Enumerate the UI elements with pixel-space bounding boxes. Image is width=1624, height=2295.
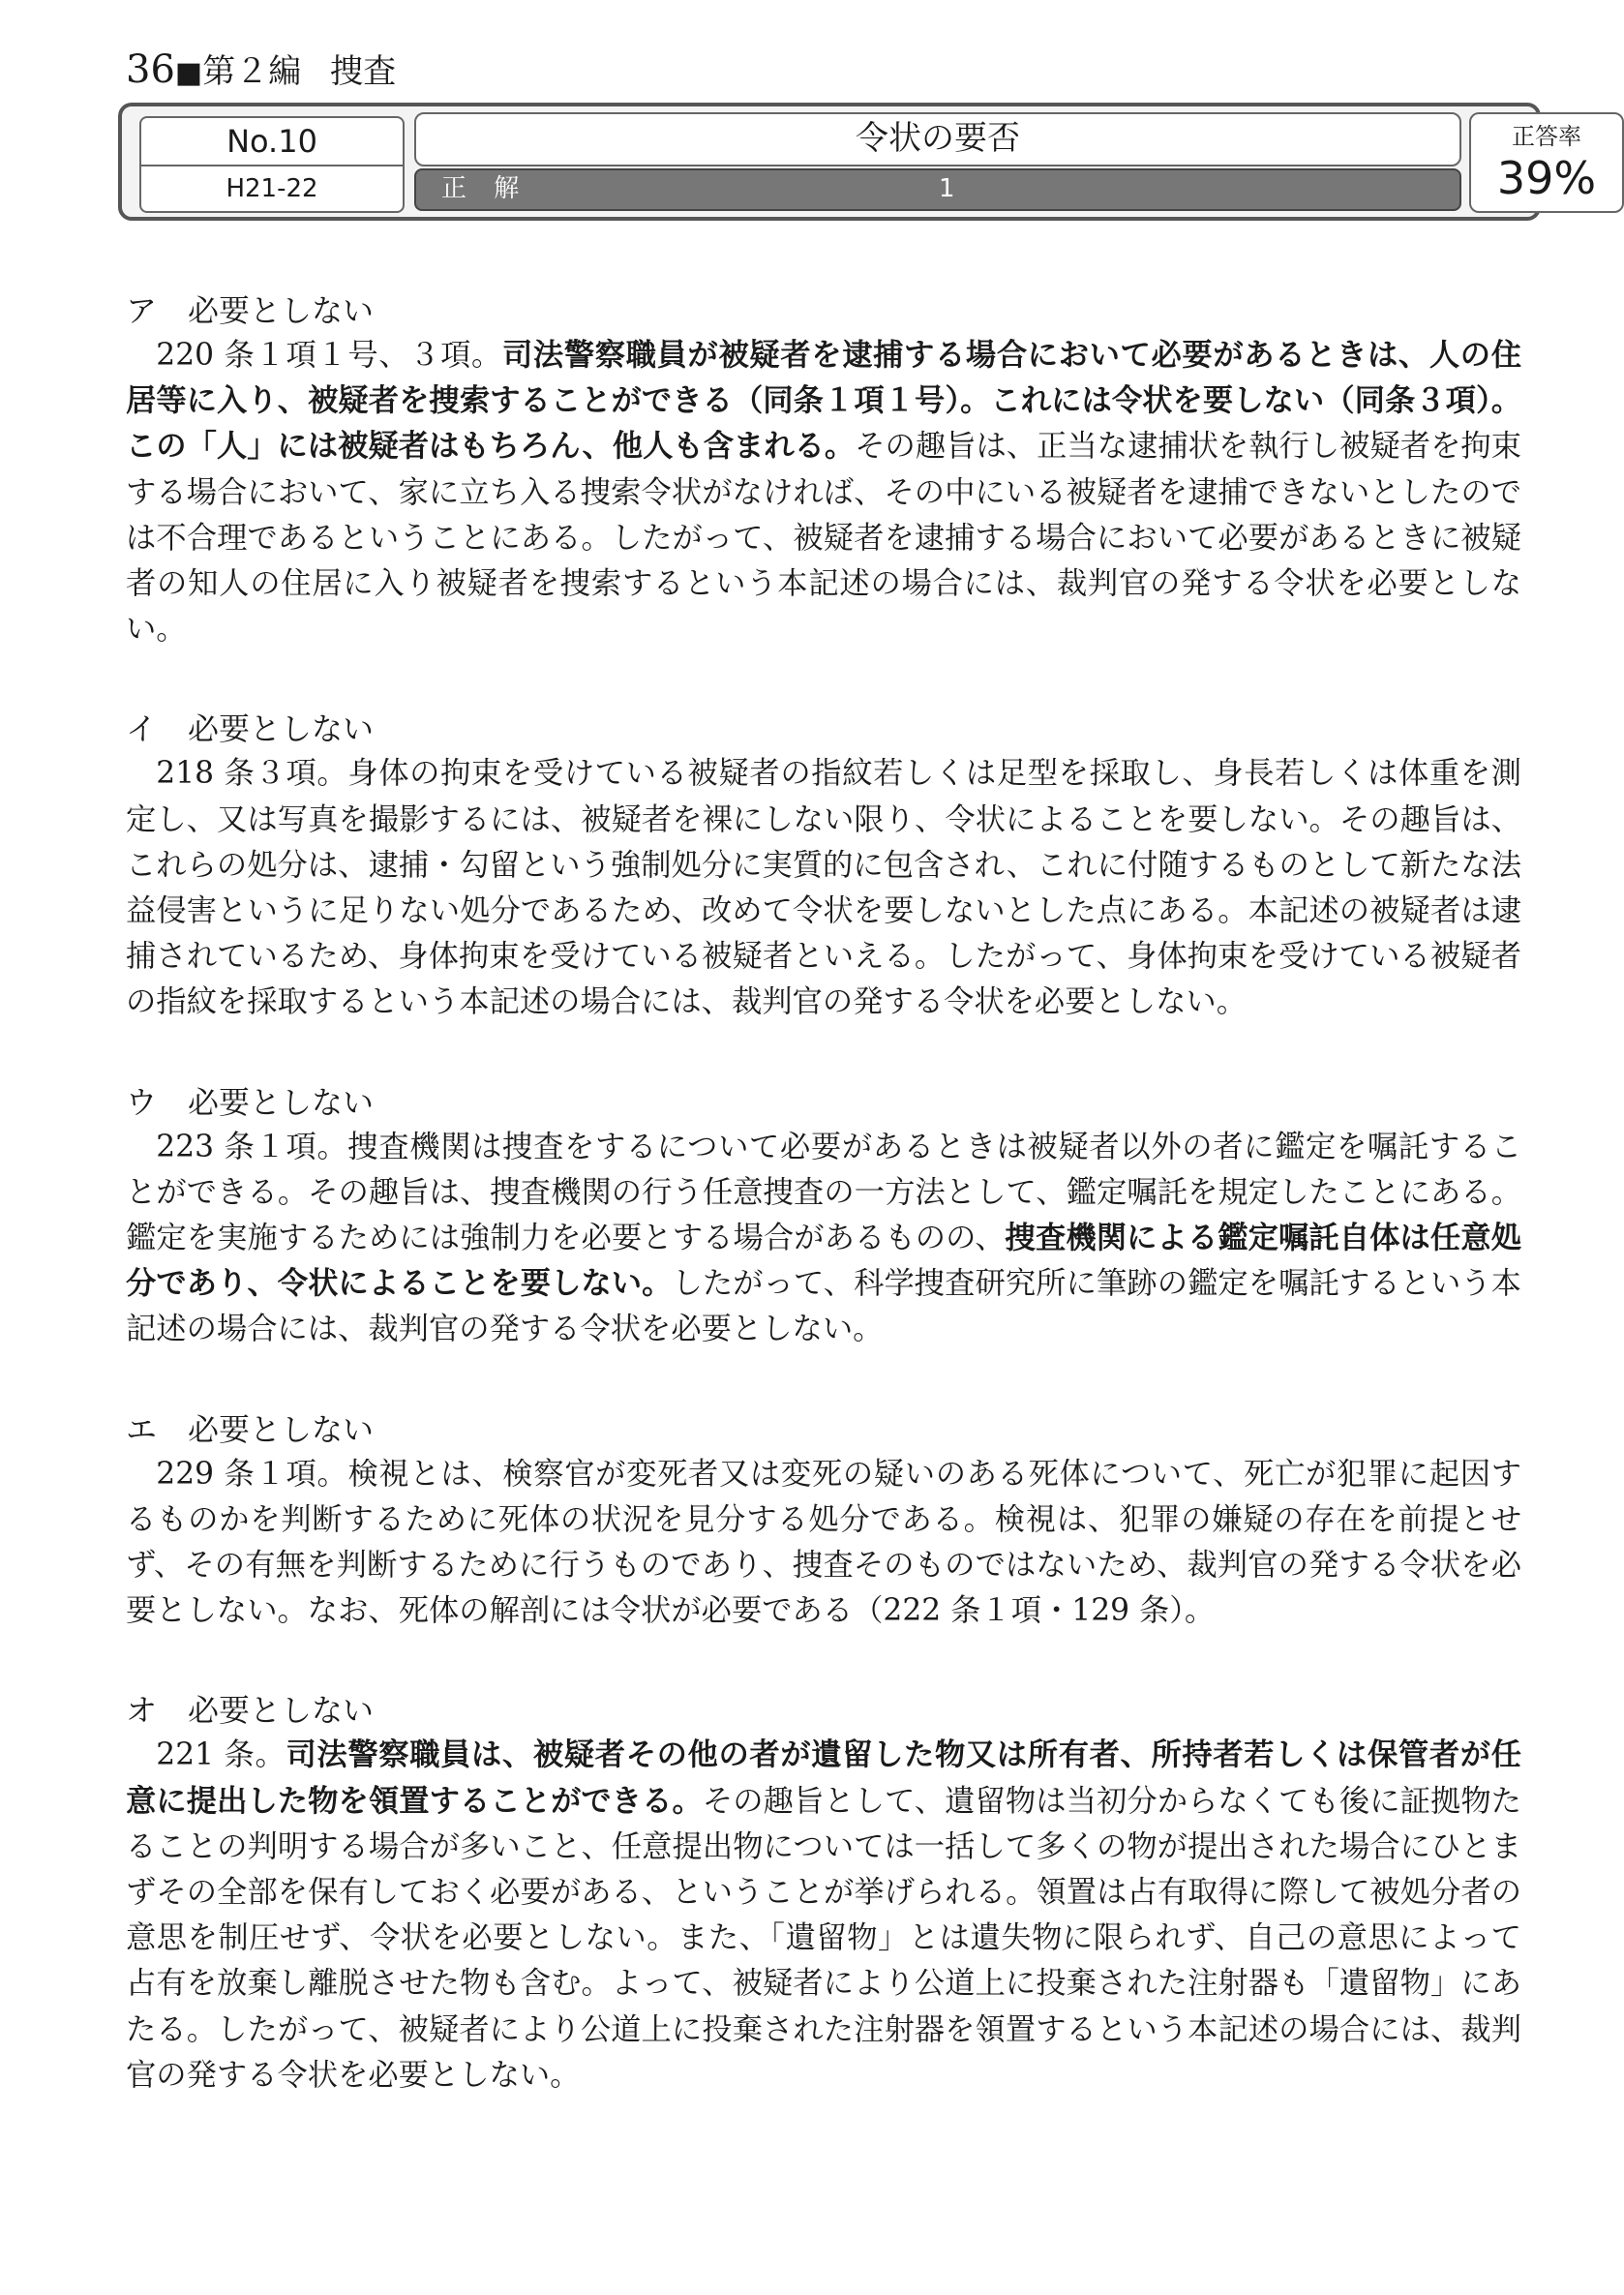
text-run: その趣旨として、遺留物は当初分からなくても後に証拠物たることの判明する場合が多いこと、任意提出物については一括して多くの物が提出された場合にひとまずその全部を保有しておく必要がある、ということが挙げられる。領置は占有取得に際して被処分者の意思を制圧せず、令状を必要としない。また、「遺留物」とは遺失物に限られず、自己の意思によって占有を放棄し離脱させた物も含む。よって、被疑者により公道上に投棄された注射器も「遺留物」にあたる。したがって、被疑者により公道上に投棄された注射器を領置するという本記述の場合には、裁判官の発する令状を必要としない。 [126,1783,1521,2093]
section-text [126,1452,1521,1635]
section-a [126,290,1521,652]
section-e [126,1409,1521,1635]
section-i [126,709,1521,1025]
section-text [126,751,1521,1025]
text-run: 229 条１項。検視とは、検察官が変死者又は変死の疑いのある死体について、死亡が犯罪に起因するものかを判断するために死体の状況を見分する処分である。検視は、犯罪の嫌疑の存在を前提とせず、その有無を判断するために行うものであり、捜査そのものではないため、裁判官の発する令状を必要としない。なお、死体の解剖には令状が必要である（222 条１項・129 条）。 [126,1456,1521,1629]
section-text [126,1125,1521,1353]
section-text [126,333,1521,652]
bold-text-run: 捜査機関による鑑定嘱託自体は任意処分であり、令状によることを要しない。 [126,1221,1521,1302]
section-heading: イ 必要としない [126,710,375,748]
section-text [126,1733,1521,2099]
question-number-cell [139,116,405,213]
section-u [126,1082,1521,1353]
correct-rate-label: 正答率 [1512,123,1581,150]
section-heading: ウ 必要としない [126,1083,375,1121]
page-header [126,47,397,93]
correct-rate-value: 39% [1496,152,1597,204]
text-run: 218 条３項。身体の拘束を受けている被疑者の指紋若しくは足型を採取し、身長若しくは体重を測定し、又は写真を撮影するには、被疑者を裸にしない限り、令状によることを要しない。その趣旨は、これらの処分は、逮捕・勾留という強制処分に実質的に包含され、これに付随するものとして新たな法益侵害というに足りない処分であるため、改めて令状を要しないとした点にある。本記述の被疑者は逮捕されているため、身体拘束を受けている被疑者といえる。したがって、身体拘束を受けている被疑者の指紋を採取するという本記述の場合には、裁判官の発する令状を必要としない。 [126,756,1521,1020]
section-heading: オ 必要としない [126,1692,375,1730]
section-heading: ア 必要としない [126,292,375,329]
square-marker: ■ [174,56,203,90]
answer-value: 1 [939,174,955,203]
section-o [126,1690,1521,2099]
text-run: その趣旨は、正当な逮捕状を執行し被疑者を拘束する場合において、家に立ち入る捜索令状がなければ、その中にいる被疑者を逮捕できないとしたのでは不合理であるということにある。したがって、被疑者を逮捕する場合において必要があるときに被疑者の知人の住居に入り被疑者を捜索するという本記述の場合には、裁判官の発する令状を必要としない。 [126,429,1521,648]
explanation-body [126,290,1521,2155]
bold-text-run: 司法警察職員は、被疑者その他の者が遺留した物又は所有者、所持者若しくは保管者が任意に提出した物を領置することができる。 [126,1737,1521,1819]
text-run: 220 条１項１号、３項。 [156,338,502,373]
question-box [118,103,1597,221]
page-number: 36 [126,47,175,92]
part-label: 第２編 [202,52,302,91]
question-number: No.10 [141,118,403,166]
answer-bar [414,168,1461,211]
section-heading: エ 必要としない [126,1410,375,1448]
text-run: 223 条１項。捜査機関は捜査をするについて必要があるときは被疑者以外の者に鑑定を嘱託することができる。その趣旨は、捜査機関の行う任意捜査の一方法として、鑑定嘱託を規定したことにある。鑑定を実施するためには強制力を必要とする場合があるものの、 [126,1129,1521,1256]
text-run: 221 条。 [156,1737,286,1773]
section-label: 捜査 [330,52,397,91]
answer-label: 正 解 [441,174,529,203]
exam-year: H21-22 [226,174,318,203]
bold-text-run: 司法警察職員が被疑者を逮捕する場合において必要があるときは、人の住居等に入り、被疑者を捜索することができる（同条１項１号）。これには令状を要しない（同条３項）。この「人」には被疑者はもちろん、他人も含まれる。 [126,338,1521,465]
text-run: したがって、科学捜査研究所に筆跡の鑑定を嘱託するという本記述の場合には、裁判官の発する令状を必要としない。 [126,1266,1521,1347]
question-title: 令状の要否 [414,112,1461,166]
correct-rate-cell [1469,112,1624,213]
